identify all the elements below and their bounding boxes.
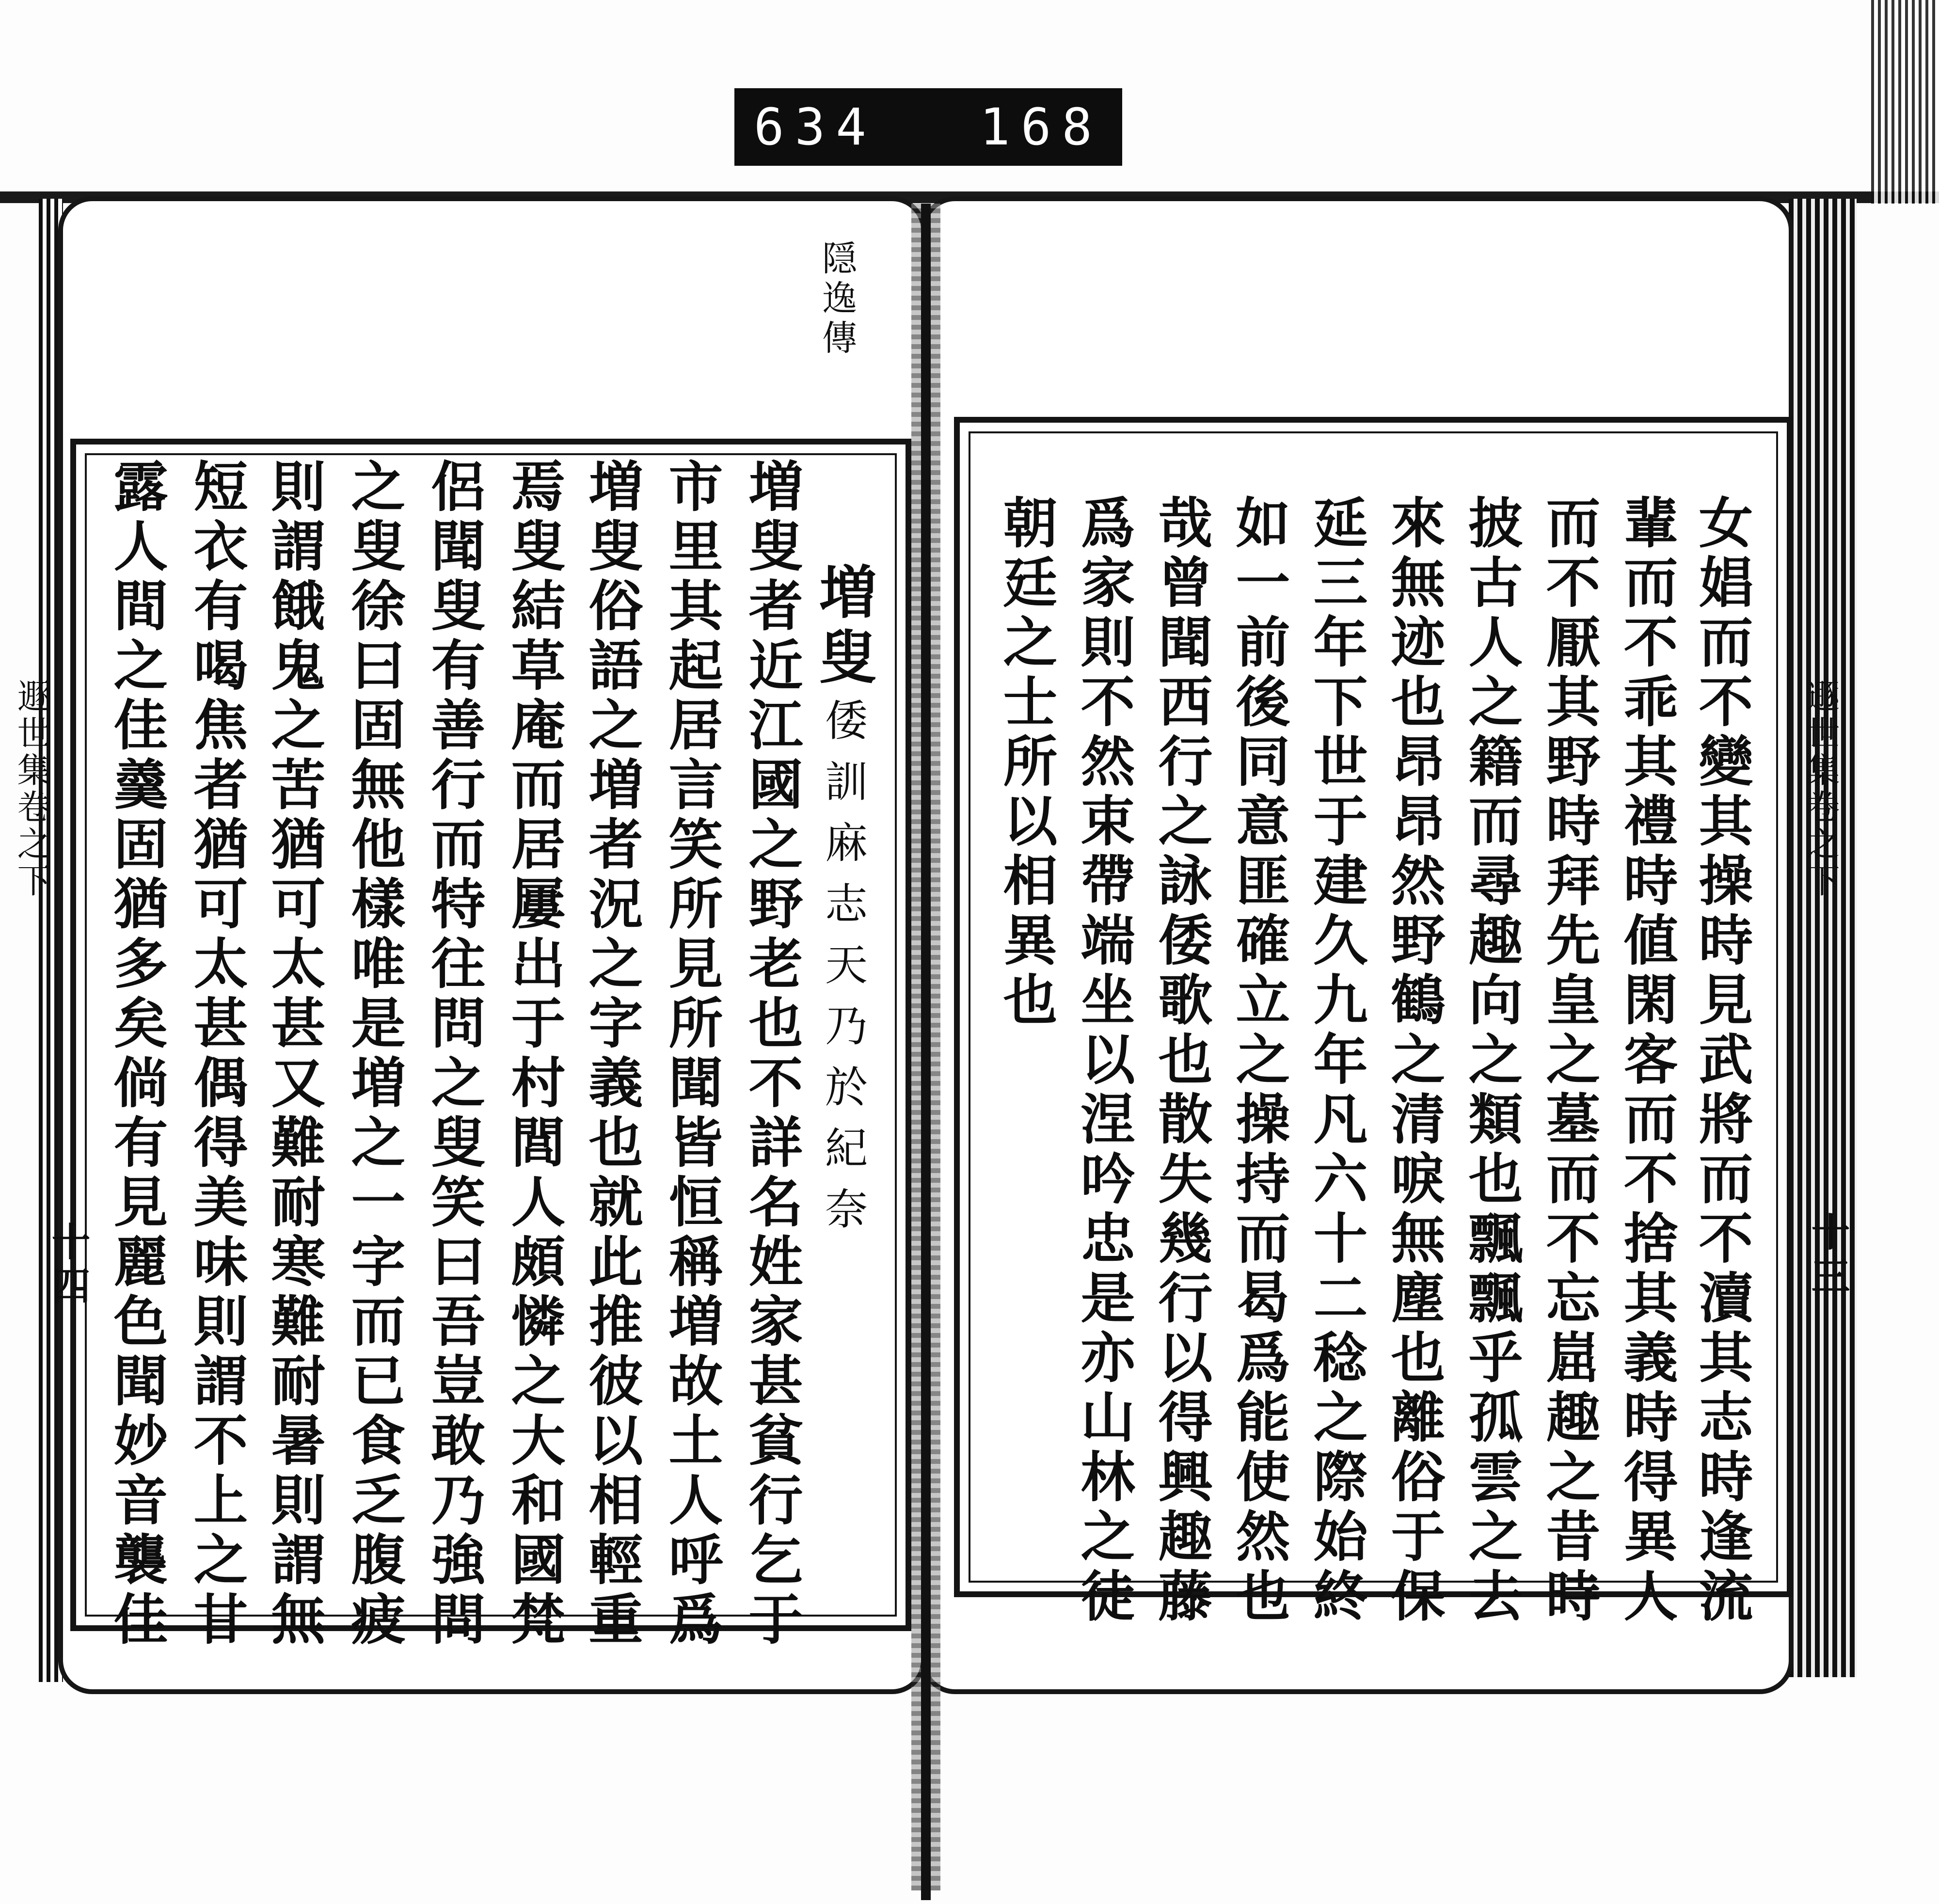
archive-number-label: [734, 88, 1122, 166]
right-column-10: 朝廷之士所以相異也: [994, 494, 1058, 1031]
right-column-7: 如一前後同意匪確立之操持而曷爲能使然也: [1227, 494, 1290, 1627]
archive-number-right: 168: [980, 97, 1103, 157]
reading-note: 倭訓麻志天乃於紀奈: [818, 698, 868, 1248]
left-column-8: 短衣有喝焦者猶可太甚偶得美味則謂不上之甘: [185, 458, 248, 1650]
archive-number-left: 634: [754, 97, 877, 157]
right-column-9: 爲家則不然束帶端坐以涅吟忠是亦山林之徒: [1072, 494, 1135, 1627]
left-column-7: 則謂餓鬼之苦猶可太甚又難耐寒難耐暑則謂無: [262, 458, 326, 1650]
right-column-6: 延三年下世于建久九年凡六十二稔之際始終: [1304, 494, 1368, 1627]
right-column-8: 哉曾聞西行之詠倭歌也散失幾行以得興趣藤: [1149, 494, 1213, 1627]
left-column-6: 之叟徐曰固無他樣唯是増之一字而已食乏腹疲: [342, 458, 406, 1650]
left-column-3: 増叟俗語之増者況之字義也就此推彼以相輕重: [580, 458, 643, 1650]
left-column-9: 露人間之佳羹固猶多矣倘有見麗色聞妙音襲佳: [105, 458, 168, 1650]
entry-title: 増叟: [810, 562, 877, 692]
right-column-2: 輩而不乖其禮時値閑客而不捨其義時得異人: [1615, 494, 1678, 1627]
left-folio: 十四: [45, 1222, 91, 1310]
left-column-5: 侶聞叟有善行而特往問之叟笑曰吾豈敢乃強問: [422, 458, 486, 1650]
right-side-label: 遯世集卷之下: [1800, 679, 1840, 900]
right-folio: 十三: [1805, 1212, 1850, 1300]
entry-title-column: [810, 562, 877, 692]
left-column-4: 焉叟結草庵而居屢出于村閭人頗憐之大和國梵: [502, 458, 566, 1650]
right-column-5: 來無迹也昂昂然野鶴之清唳無塵也離俗于保: [1382, 494, 1446, 1627]
left-side-label: 遯世集卷之下: [12, 679, 51, 900]
scanner-edge-right: [1871, 0, 1939, 204]
right-column-3: 而不厭其野時拜先皇之墓而不忘崫趣之昔時: [1537, 494, 1601, 1627]
left-column-2: 市里其起居言笑所見所聞皆恒稱増故土人呼爲: [660, 458, 723, 1650]
right-column-1: 女娼而不變其操時見武將而不瀆其志時逢流: [1690, 494, 1753, 1627]
right-column-4: 披古人之籍而尋趣向之類也飄飄乎孤雲之去: [1460, 494, 1523, 1627]
book-gutter: [921, 204, 931, 1900]
left-column-1: 増叟者近江國之野老也不詳名姓家甚貧行乞于: [740, 458, 803, 1650]
book-edge-right: [1789, 199, 1857, 1677]
margin-title: 隠逸傳: [816, 240, 857, 359]
